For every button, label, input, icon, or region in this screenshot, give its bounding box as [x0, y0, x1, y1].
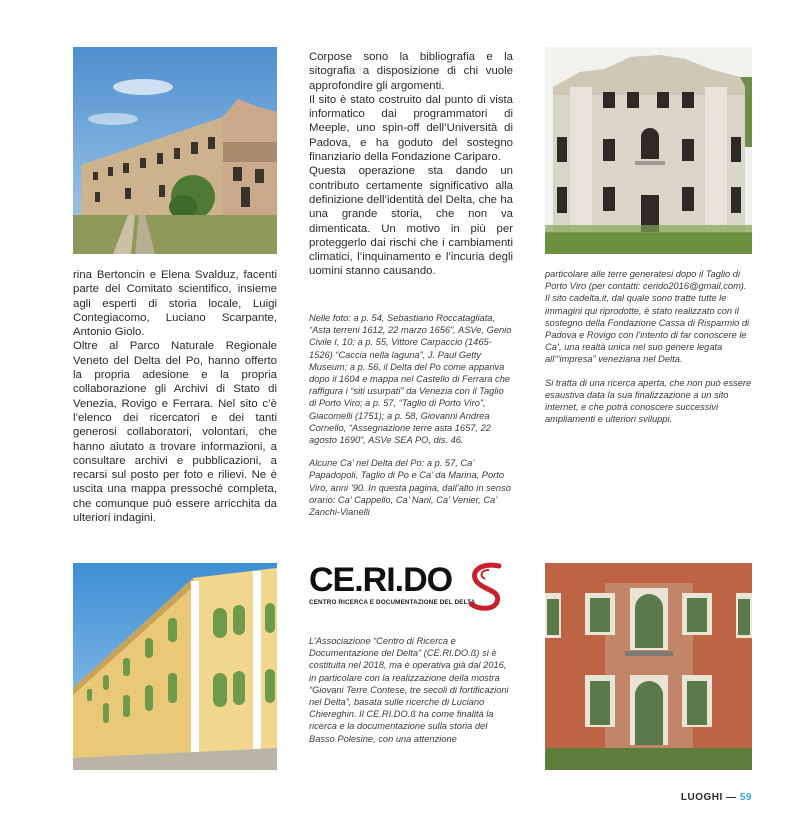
cerido-logo — [309, 562, 513, 622]
photo-villa-ca-cappello — [545, 47, 752, 254]
logo-wordmark: CE.RI.DO — [309, 561, 453, 599]
photo-locations-caption: Alcune Ca’ nel Delta del Po: a p. 57, Ca’ Papadopoli, Taglio di Po e Ca’ da Marina, Porto Viro, anni ’90. In questa pagina, dall’alto in senso orario: Ca’ Cappello, Ca’ Nani, Ca’ Venier, Ca’ Zanchi-Vianelli — [309, 458, 511, 518]
paragraph: Oltre al Parco Naturale Regionale Veneto del Delta del Po, hanno offerto la propria adesione e la propria collaborazione gli Archivi di Stato di Venezia, Rovigo e Ferrara. Nel sito c’è l’elenco dei ricercatori e dei tanti generosi collaboratori, volontari, che hanno aiutato a trovare informazioni, a consultare archivi e pubblicazioni, a recarsi sul posto per foto e rilievi. Ne è uscita una mappa pressoché completa, che comunque può essere arricchita da ulteriori indagini. — [73, 340, 277, 525]
column-1-text — [73, 268, 277, 525]
column-3-captions — [545, 268, 752, 436]
association-caption — [309, 635, 513, 756]
column-2-text — [309, 50, 513, 279]
paragraph: Il sito è stato costruito dal punto di vista informatico dai programmatori di Meeple, uno spin-off dell’Università di Padova, e ha goduto del sostegno finanziario della Fondazione Cariparo. — [309, 93, 513, 164]
photo-brick-villa — [545, 563, 752, 770]
research-caption: Si tratta di una ricerca aperta, che non può essere esaustiva data la sua finalizzazione a un sito internet, e che potrà conoscere successivi ampliamenti e ulteriori sviluppi. — [545, 377, 752, 425]
paragraph: Corpose sono la bibliografia e la sitografia a disposizione di chi vuole approfondire gli argomenti. — [309, 51, 513, 92]
association-description: L’Associazione “Centro di Ricerca e Documentazione del Delta” (CE.RI.DO.ß) si è costituita nel 2018, ma è operativa già dal 2016, in particolare con la realizzazione della mostra “Giovani Terre Contese, tre secoli di fortificazioni nel Delta”, basata sulle ricerche di Luciano Chiereghin. Il CE.RI.DO.ß ha come finalità la ricerca e la documentazione sulla storia del Basso Polesine, con una attenzione — [309, 636, 509, 744]
page-number: 59 — [739, 792, 752, 803]
photo-ruined-farmhouse — [73, 47, 277, 254]
photo-yellow-building — [73, 563, 277, 770]
logo-swash-icon — [459, 560, 511, 612]
logo-subtitle: CENTRO RICERCA E DOCUMENTAZIONE DEL DELTA — [309, 599, 476, 606]
photo-credits-caption: Nelle foto: a p. 54, Sebastiano Roccatagliata, “Asta terreni 1612, 22 marzo 1656”, ASVe, Genio Civile I, 10; a p. 55, Vittore Carpaccio (1465-1526) “Caccia nella laguna”, J. Paul Getty Museum; a p. 56, il Delta del Po come appariva dopo il 1604 e mappa nel Castello di Ferrara che raffigura i “siti usurpati” da Venezia con il Taglio di Porto Viro; a p. 57, “Taglio di Porto Viro”, Giacomelli (1751); a p. 58, Giovanni Andrea Cornello, “Assegnazione terre asta 1657, 22 agosto 1690”, ASVe SEA PO, dis. 46. — [309, 313, 512, 446]
page-footer — [681, 792, 752, 803]
column-2-captions — [309, 312, 513, 529]
website-caption: particolare alle terre generatesi dopo il Taglio di Porto Viro (per contatti: cerido2016@gmail.com). Il sito cadelta.it, dal quale sono tratte tutte le immagini qui riprodotte, è stato realizzato con il sostegno della Fondazione Cassa di Risparmio di Padova e Rovigo con l’intento di far conoscere le Ca’, una realtà unica nel suo genere legata all’“impresa” veneziana nel Delta. — [545, 269, 750, 365]
paragraph: Questa operazione sta dando un contributo certamente significativo alla definizione dell’identità del Delta, che ha una grande storia, che non va dimenticata. Un motivo in più per proteggerlo dai rischi che i cambiamenti climatici, l’inquinamento e l’incuria degli uomini stanno causando. — [309, 165, 513, 278]
paragraph: rina Bertoncin e Elena Svalduz, facenti parte del Comitato scientifico, insieme agli esperti di storia locale, Luigi Contegiacomo, Luciano Scarpante, Antonio Giolo. — [73, 269, 277, 339]
section-label: LUOGHI — — [680, 792, 737, 803]
